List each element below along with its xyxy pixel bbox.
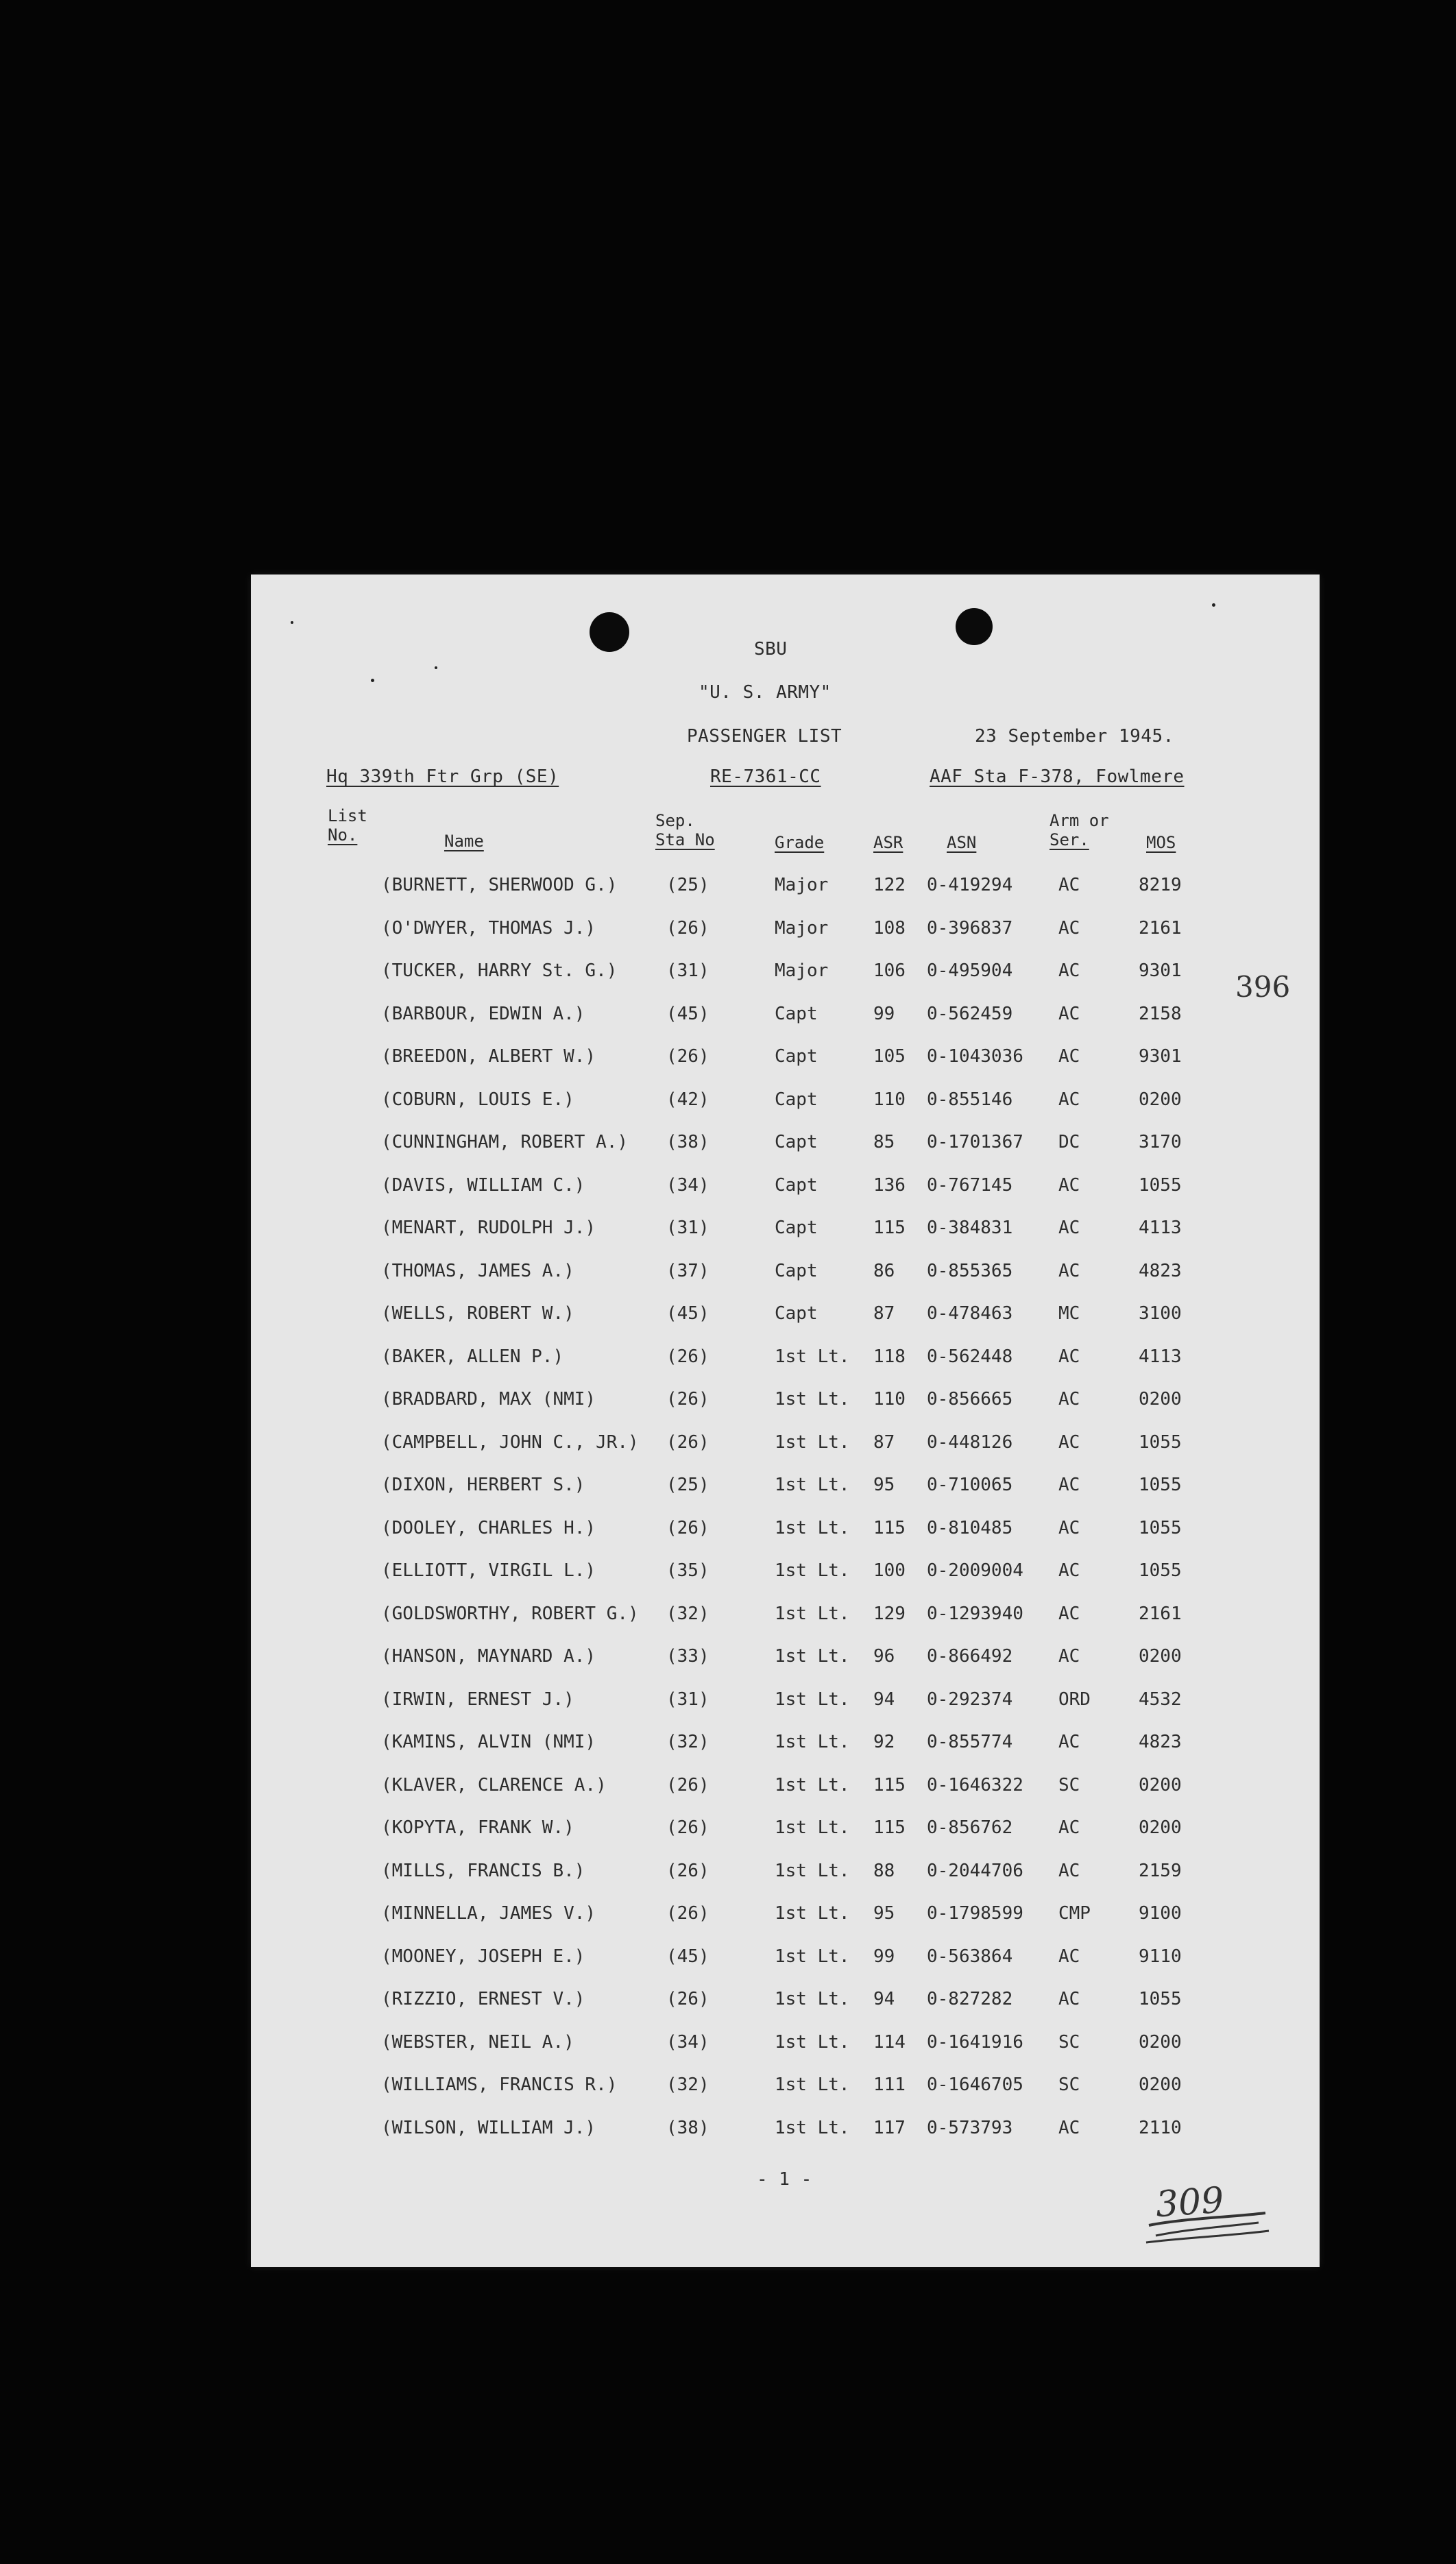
table-row: [251, 1218, 1320, 1261]
asn-number: 0-448126: [927, 1431, 1013, 1453]
arm-or-service: AC: [1058, 1517, 1080, 1538]
passenger-name: (CUNNINGHAM, ROBERT A.): [381, 1132, 629, 1152]
arm-or-service: AC: [1058, 1946, 1080, 1967]
passenger-name: (DOOLEY, CHARLES H.): [381, 1517, 596, 1538]
grade: 1st Lt.: [775, 1346, 850, 1367]
army-label: "U. S. ARMY": [699, 682, 832, 703]
asr-score: 106: [873, 960, 906, 981]
arm-or-service: SC: [1058, 1774, 1080, 1795]
table-row: [251, 1046, 1320, 1089]
arm-or-service: ORD: [1058, 1689, 1091, 1710]
table-row: [251, 1689, 1320, 1732]
table-row: [251, 2032, 1320, 2075]
passenger-name: (GOLDSWORTHY, ROBERT G.): [381, 1603, 639, 1624]
sep-sta-no: (32): [666, 1603, 709, 1624]
asr-score: 115: [873, 1774, 906, 1795]
grade: Capt: [775, 1218, 818, 1238]
asr-score: 115: [873, 1218, 906, 1238]
asr-score: 122: [873, 875, 906, 895]
grade: 1st Lt.: [775, 1860, 850, 1881]
grade: Capt: [775, 1132, 818, 1152]
asn-number: 0-563864: [927, 1946, 1013, 1967]
arm-or-service: AC: [1058, 1431, 1080, 1453]
asn-number: 0-866492: [927, 1646, 1013, 1667]
mos-code: 1055: [1139, 1517, 1182, 1538]
arm-or-service: AC: [1058, 1260, 1080, 1281]
sep-sta-no: (42): [666, 1089, 709, 1110]
grade: 1st Lt.: [775, 1989, 850, 2009]
arm-or-service: AC: [1058, 1817, 1080, 1838]
column-header-list-no: No.: [328, 825, 358, 845]
column-header-asn: ASN: [947, 833, 977, 852]
asn-number: 0-478463: [927, 1303, 1013, 1324]
mos-code: 0200: [1139, 1774, 1182, 1795]
list-title: PASSENGER LIST: [687, 726, 842, 747]
passenger-name: (ELLIOTT, VIRGIL L.): [381, 1560, 596, 1581]
asn-number: 0-856665: [927, 1389, 1013, 1410]
asn-number: 0-562448: [927, 1346, 1013, 1367]
asn-number: 0-855365: [927, 1260, 1013, 1281]
arm-or-service: SC: [1058, 2031, 1080, 2053]
punch-hole-left: [590, 612, 629, 652]
arm-or-service: SC: [1058, 2075, 1080, 2095]
table-row: [251, 1346, 1320, 1390]
grade: 1st Lt.: [775, 1475, 850, 1495]
mos-code: 1055: [1139, 1475, 1182, 1495]
stamped-number: 396: [1235, 970, 1291, 1004]
station-name: AAF Sta F-378, Fowlmere: [930, 766, 1185, 787]
table-row: [251, 1646, 1320, 1689]
page-number: - 1 -: [757, 2169, 812, 2190]
sep-sta-no: (26): [666, 1431, 709, 1453]
table-row: [251, 1560, 1320, 1604]
asr-score: 94: [873, 1989, 895, 2009]
arm-or-service: AC: [1058, 1475, 1080, 1495]
asr-score: 95: [873, 1903, 895, 1924]
asn-number: 0-384831: [927, 1218, 1013, 1238]
sep-sta-no: (34): [666, 2031, 709, 2053]
passenger-name: (WILLIAMS, FRANCIS R.): [381, 2075, 618, 2095]
passenger-name: (BREEDON, ALBERT W.): [381, 1046, 596, 1067]
sep-sta-no: (32): [666, 2075, 709, 2095]
table-row: [251, 1946, 1320, 1989]
passenger-name: (THOMAS, JAMES A.): [381, 1260, 574, 1281]
sep-sta-no: (33): [666, 1646, 709, 1667]
sep-sta-no: (26): [666, 1346, 709, 1367]
sep-sta-no: (26): [666, 1389, 709, 1410]
grade: 1st Lt.: [775, 1817, 850, 1838]
handwritten-number: 309: [1154, 2179, 1226, 2226]
mos-code: 0200: [1139, 2075, 1182, 2095]
grade: 1st Lt.: [775, 1603, 850, 1624]
asr-score: 95: [873, 1475, 895, 1495]
grade: 1st Lt.: [775, 1517, 850, 1538]
table-row: [251, 1132, 1320, 1175]
asn-number: 0-573793: [927, 2117, 1013, 2138]
asn-number: 0-827282: [927, 1989, 1013, 2009]
sep-sta-no: (32): [666, 1732, 709, 1752]
column-header-arm: Ser.: [1049, 830, 1089, 849]
passenger-name: (MENART, RUDOLPH J.): [381, 1218, 596, 1238]
asr-score: 110: [873, 1089, 906, 1110]
table-row: [251, 1175, 1320, 1218]
table-row: [251, 1389, 1320, 1432]
sep-sta-no: (31): [666, 1218, 709, 1238]
paper-speck: [435, 666, 437, 669]
asr-score: 111: [873, 2075, 906, 2095]
column-header-mos: MOS: [1146, 833, 1176, 852]
arm-or-service: MC: [1058, 1303, 1080, 1324]
paper-speck: [371, 679, 374, 682]
table-row: [251, 918, 1320, 961]
table-row: [251, 1475, 1320, 1518]
asr-score: 85: [873, 1132, 895, 1152]
mos-code: 9301: [1139, 960, 1182, 981]
sep-sta-no: (26): [666, 1903, 709, 1924]
arm-or-service: AC: [1058, 1560, 1080, 1581]
grade: Major: [775, 875, 829, 895]
arm-or-service: AC: [1058, 960, 1080, 981]
asr-score: 87: [873, 1431, 895, 1453]
sep-sta-no: (25): [666, 875, 709, 895]
arm-or-service: AC: [1058, 2117, 1080, 2138]
asn-number: 0-1646705: [927, 2075, 1023, 2095]
mos-code: 2161: [1139, 917, 1182, 939]
grade: Capt: [775, 1003, 818, 1024]
sep-sta-no: (26): [666, 917, 709, 939]
arm-or-service: AC: [1058, 1389, 1080, 1410]
asn-number: 0-710065: [927, 1475, 1013, 1495]
arm-or-service: AC: [1058, 1860, 1080, 1881]
mos-code: 0200: [1139, 1646, 1182, 1667]
column-header-sep-sta: Sep.: [655, 811, 695, 830]
sep-sta-no: (35): [666, 1560, 709, 1581]
mos-code: 4823: [1139, 1732, 1182, 1752]
mos-code: 0200: [1139, 1817, 1182, 1838]
table-row: [251, 1004, 1320, 1047]
classification-marking: SBU: [754, 639, 788, 660]
passenger-name: (BARBOUR, EDWIN A.): [381, 1003, 585, 1024]
asr-score: 87: [873, 1303, 895, 1324]
passenger-name: (TUCKER, HARRY St. G.): [381, 960, 618, 981]
asr-score: 100: [873, 1560, 906, 1581]
grade: 1st Lt.: [775, 1903, 850, 1924]
sep-sta-no: (26): [666, 1860, 709, 1881]
table-row: [251, 1989, 1320, 2032]
asn-number: 0-495904: [927, 960, 1013, 981]
column-header-list-no: List: [328, 806, 367, 825]
asn-number: 0-810485: [927, 1517, 1013, 1538]
grade: 1st Lt.: [775, 1946, 850, 1967]
asn-number: 0-292374: [927, 1689, 1013, 1710]
grade: Capt: [775, 1174, 818, 1196]
asr-score: 129: [873, 1603, 906, 1624]
list-code: RE-7361-CC: [710, 766, 821, 787]
arm-or-service: AC: [1058, 1646, 1080, 1667]
asn-number: 0-1043036: [927, 1046, 1023, 1067]
grade: 1st Lt.: [775, 1431, 850, 1453]
arm-or-service: AC: [1058, 1603, 1080, 1624]
sep-sta-no: (38): [666, 2117, 709, 2138]
sep-sta-no: (38): [666, 1132, 709, 1152]
mos-code: 2159: [1139, 1860, 1182, 1881]
list-date: 23 September 1945.: [975, 726, 1174, 747]
table-row: [251, 1089, 1320, 1133]
asn-number: 0-1701367: [927, 1132, 1023, 1152]
column-header-sep-sta: Sta No: [655, 830, 715, 849]
passenger-name: (KOPYTA, FRANK W.): [381, 1817, 574, 1838]
column-header-arm: Arm or: [1049, 811, 1109, 830]
mos-code: 9110: [1139, 1946, 1182, 1967]
mos-code: 4113: [1139, 1218, 1182, 1238]
table-row: [251, 1775, 1320, 1818]
passenger-name: (CAMPBELL, JOHN C., JR.): [381, 1431, 639, 1453]
table-row: [251, 1604, 1320, 1647]
passenger-name: (HANSON, MAYNARD A.): [381, 1646, 596, 1667]
sep-sta-no: (26): [666, 1774, 709, 1795]
grade: Capt: [775, 1260, 818, 1281]
table-row: [251, 875, 1320, 918]
asr-score: 136: [873, 1174, 906, 1196]
arm-or-service: AC: [1058, 1346, 1080, 1367]
mos-code: 2158: [1139, 1003, 1182, 1024]
mos-code: 2110: [1139, 2117, 1182, 2138]
grade: 1st Lt.: [775, 1389, 850, 1410]
passenger-table: [251, 875, 1320, 2160]
table-row: [251, 2075, 1320, 2118]
table-row: [251, 1432, 1320, 1475]
mos-code: 4823: [1139, 1260, 1182, 1281]
asr-score: 99: [873, 1003, 895, 1024]
column-header-name: Name: [444, 832, 484, 851]
passenger-name: (MINNELLA, JAMES V.): [381, 1903, 596, 1924]
passenger-name: (COBURN, LOUIS E.): [381, 1089, 574, 1110]
asr-score: 115: [873, 1517, 906, 1538]
mos-code: 2161: [1139, 1603, 1182, 1624]
passenger-name: (WELLS, ROBERT W.): [381, 1303, 574, 1324]
mos-code: 4113: [1139, 1346, 1182, 1367]
table-row: [251, 1732, 1320, 1775]
grade: 1st Lt.: [775, 2117, 850, 2138]
table-row: [251, 1261, 1320, 1304]
passenger-name: (O'DWYER, THOMAS J.): [381, 917, 596, 939]
grade: 1st Lt.: [775, 1774, 850, 1795]
mos-code: 0200: [1139, 1389, 1182, 1410]
mos-code: 4532: [1139, 1689, 1182, 1710]
grade: 1st Lt.: [775, 1689, 850, 1710]
arm-or-service: AC: [1058, 917, 1080, 939]
passenger-name: (RIZZIO, ERNEST V.): [381, 1989, 585, 2009]
arm-or-service: AC: [1058, 1218, 1080, 1238]
arm-or-service: AC: [1058, 1174, 1080, 1196]
table-row: [251, 1303, 1320, 1346]
arm-or-service: DC: [1058, 1132, 1080, 1152]
asr-score: 114: [873, 2031, 906, 2053]
mos-code: 1055: [1139, 1560, 1182, 1581]
mos-code: 8219: [1139, 875, 1182, 895]
table-row: [251, 1861, 1320, 1904]
arm-or-service: AC: [1058, 1732, 1080, 1752]
asr-score: 105: [873, 1046, 906, 1067]
asn-number: 0-2044706: [927, 1860, 1023, 1881]
passenger-name: (KLAVER, CLARENCE A.): [381, 1774, 607, 1795]
sep-sta-no: (25): [666, 1475, 709, 1495]
arm-or-service: AC: [1058, 1089, 1080, 1110]
arm-or-service: AC: [1058, 1046, 1080, 1067]
grade: Major: [775, 917, 829, 939]
asn-number: 0-856762: [927, 1817, 1013, 1838]
passenger-name: (MOONEY, JOSEPH E.): [381, 1946, 585, 1967]
grade: Capt: [775, 1046, 818, 1067]
arm-or-service: AC: [1058, 875, 1080, 895]
asr-score: 115: [873, 1817, 906, 1838]
handwritten-strike: [1142, 2205, 1272, 2253]
sep-sta-no: (45): [666, 1946, 709, 1967]
asr-score: 92: [873, 1732, 895, 1752]
grade: Capt: [775, 1303, 818, 1324]
asn-number: 0-562459: [927, 1003, 1013, 1024]
paper-speck: [1212, 603, 1215, 607]
column-header-grade: Grade: [775, 833, 825, 852]
mos-code: 1055: [1139, 1989, 1182, 2009]
mos-code: 9100: [1139, 1903, 1182, 1924]
unit-designation: Hq 339th Ftr Grp (SE): [326, 766, 559, 787]
punch-hole-right: [956, 608, 993, 645]
sep-sta-no: (26): [666, 1989, 709, 2009]
passenger-name: (BAKER, ALLEN P.): [381, 1346, 564, 1367]
mos-code: 1055: [1139, 1431, 1182, 1453]
sep-sta-no: (45): [666, 1303, 709, 1324]
asn-number: 0-1798599: [927, 1903, 1023, 1924]
asn-number: 0-2009004: [927, 1560, 1023, 1581]
asr-score: 110: [873, 1389, 906, 1410]
sep-sta-no: (31): [666, 1689, 709, 1710]
asn-number: 0-767145: [927, 1174, 1013, 1196]
grade: Capt: [775, 1089, 818, 1110]
asn-number: 0-855774: [927, 1732, 1013, 1752]
arm-or-service: AC: [1058, 1003, 1080, 1024]
asr-score: 88: [873, 1860, 895, 1881]
asr-score: 117: [873, 2117, 906, 2138]
grade: 1st Lt.: [775, 2075, 850, 2095]
sep-sta-no: (34): [666, 1174, 709, 1196]
sep-sta-no: (45): [666, 1003, 709, 1024]
arm-or-service: CMP: [1058, 1903, 1091, 1924]
asn-number: 0-855146: [927, 1089, 1013, 1110]
mos-code: 1055: [1139, 1174, 1182, 1196]
asr-score: 86: [873, 1260, 895, 1281]
asr-score: 99: [873, 1946, 895, 1967]
mos-code: 0200: [1139, 1089, 1182, 1110]
paper-speck: [291, 621, 293, 624]
passenger-name: (MILLS, FRANCIS B.): [381, 1860, 585, 1881]
grade: Major: [775, 960, 829, 981]
passenger-name: (DAVIS, WILLIAM C.): [381, 1174, 585, 1196]
passenger-name: (KAMINS, ALVIN (NMI): [381, 1732, 596, 1752]
passenger-name: (BURNETT, SHERWOOD G.): [381, 875, 618, 895]
asn-number: 0-1641916: [927, 2031, 1023, 2053]
sep-sta-no: (26): [666, 1817, 709, 1838]
mos-code: 3170: [1139, 1132, 1182, 1152]
asn-number: 0-1646322: [927, 1774, 1023, 1795]
asr-score: 108: [873, 917, 906, 939]
table-row: [251, 1903, 1320, 1946]
mos-code: 0200: [1139, 2031, 1182, 2053]
passenger-name: (DIXON, HERBERT S.): [381, 1475, 585, 1495]
asr-score: 96: [873, 1646, 895, 1667]
sep-sta-no: (26): [666, 1046, 709, 1067]
grade: 1st Lt.: [775, 1560, 850, 1581]
passenger-name: (WILSON, WILLIAM J.): [381, 2117, 596, 2138]
table-row: [251, 2118, 1320, 2161]
asr-score: 94: [873, 1689, 895, 1710]
table-row: [251, 1518, 1320, 1561]
asn-number: 0-419294: [927, 875, 1013, 895]
table-row: [251, 960, 1320, 1004]
grade: 1st Lt.: [775, 1646, 850, 1667]
passenger-name: (WEBSTER, NEIL A.): [381, 2031, 574, 2053]
arm-or-service: AC: [1058, 1989, 1080, 2009]
passenger-name: (BRADBARD, MAX (NMI): [381, 1389, 596, 1410]
mos-code: 3100: [1139, 1303, 1182, 1324]
sep-sta-no: (31): [666, 960, 709, 981]
mos-code: 9301: [1139, 1046, 1182, 1067]
grade: 1st Lt.: [775, 2031, 850, 2053]
column-header-asr: ASR: [873, 833, 903, 852]
sep-sta-no: (26): [666, 1517, 709, 1538]
document-page: [251, 575, 1320, 2267]
table-row: [251, 1817, 1320, 1861]
passenger-name: (IRWIN, ERNEST J.): [381, 1689, 574, 1710]
sep-sta-no: (37): [666, 1260, 709, 1281]
grade: 1st Lt.: [775, 1732, 850, 1752]
asn-number: 0-1293940: [927, 1603, 1023, 1624]
asn-number: 0-396837: [927, 917, 1013, 939]
asr-score: 118: [873, 1346, 906, 1367]
